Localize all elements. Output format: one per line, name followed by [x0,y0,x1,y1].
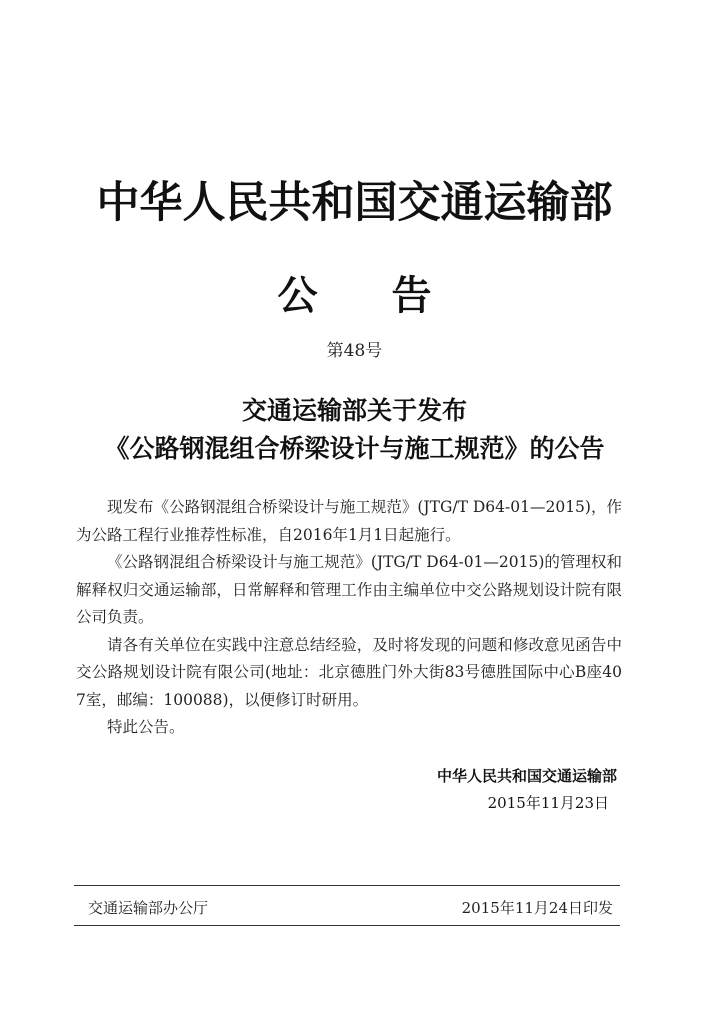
body-paragraph: 《公路钢混组合桥梁设计与施工规范》(JTG/T D64-01—2015)的管理权和解释权归交通运输部，日常解释和管理工作由主编单位中交公路规划设计院有限公司负责。 [76,553,622,626]
document-subject [0,392,709,468]
body-paragraph: 特此公告。 [107,718,185,736]
footer-divider-top [74,885,620,886]
signature-block [437,763,617,817]
subject-line-2: 《公路钢混组合桥梁设计与施工规范》的公告 [104,434,605,463]
issuer-title: 中华人民共和国交通运输部 [96,178,613,228]
body-paragraph: 请各有关单位在实践中注意总结经验，及时将发现的问题和修改意见函告中交公路规划设计院有限公司(地址：北京德胜门外大街83号德胜国际中心B座407室，邮编：100088)，以便修订时研用。 [76,635,622,709]
document-type-char-1: 公 [277,272,318,319]
footer-divider-bottom [74,925,620,926]
body-paragraph: 现发布《公路钢混组合桥梁设计与施工规范》(JTG/T D64-01—2015)，作为公路工程行业推荐性标准，自2016年1月1日起施行。 [76,498,622,544]
document-type-char-2: 告 [391,272,432,319]
footer-print-date: 2015年11月24日印发 [461,899,613,917]
subject-line-1: 交通运输部关于发布 [241,396,467,425]
signature-org: 中华人民共和国交通运输部 [436,767,617,785]
signature-date: 2015年11月23日 [487,794,609,812]
document-number: 第48号 [326,341,383,361]
body-text [76,494,622,742]
document-type-heading [0,272,709,319]
footer-office: 交通运输部办公厅 [88,899,209,917]
